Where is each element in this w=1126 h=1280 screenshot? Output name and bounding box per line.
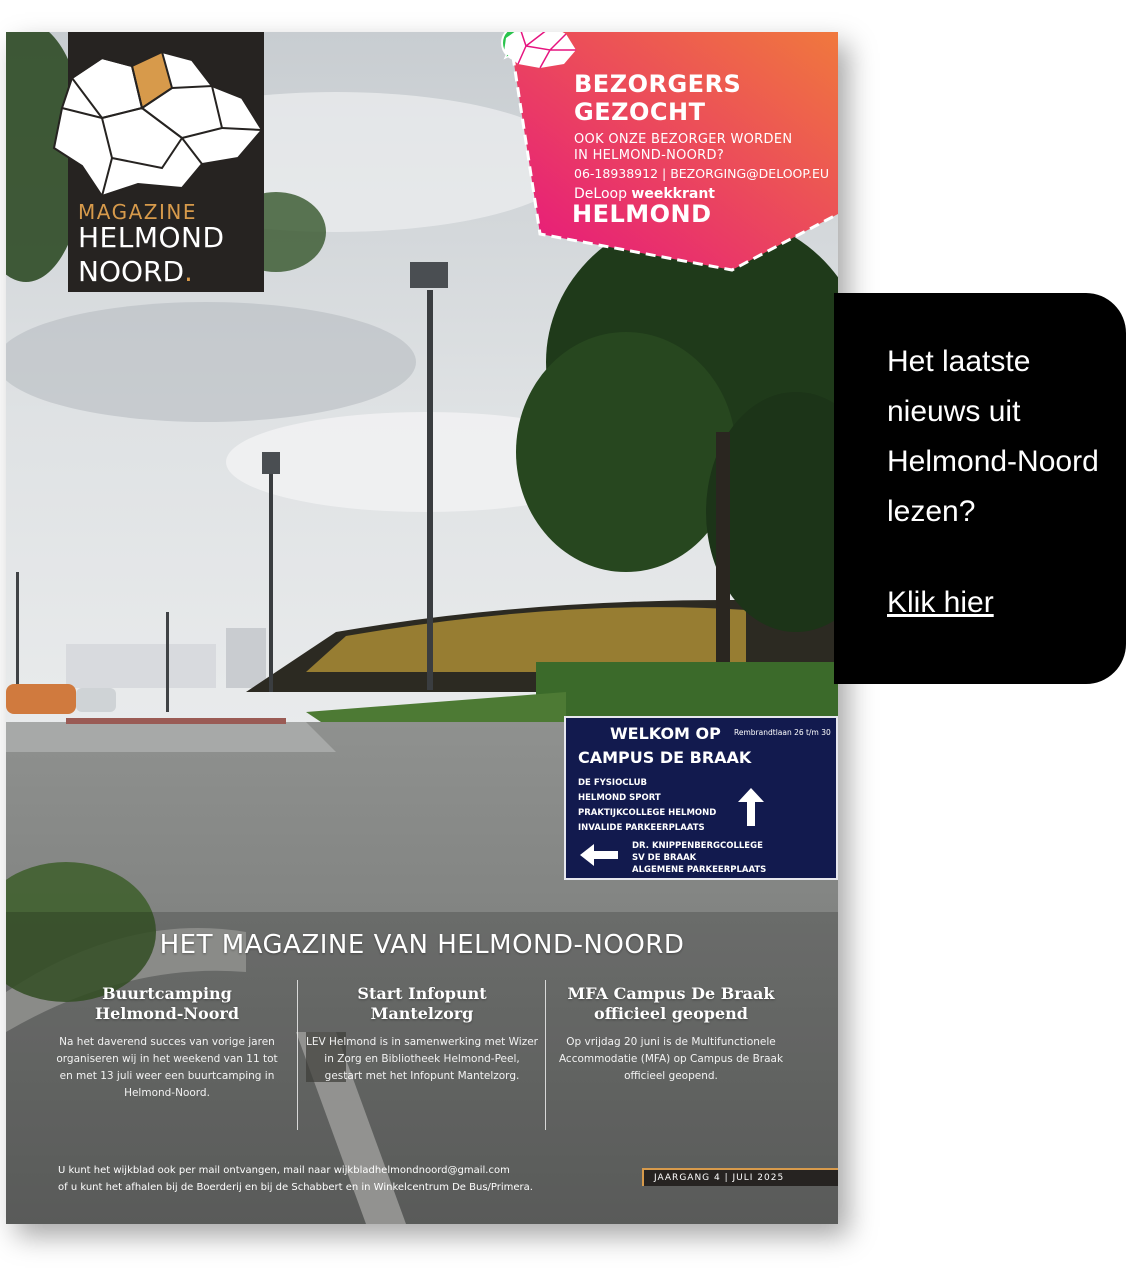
sign-item: DR. KNIPPENBERGCOLLEGE bbox=[632, 841, 763, 851]
article-buurtcamping[interactable] bbox=[51, 984, 283, 1102]
banner-brand-big: HELMOND bbox=[572, 200, 712, 228]
delivery-recruitment-banner[interactable] bbox=[500, 32, 838, 274]
banner-map-icon bbox=[500, 32, 580, 70]
sign-item: HELMOND SPORT bbox=[578, 793, 661, 803]
article-mfa-campus[interactable] bbox=[555, 984, 787, 1085]
article-text: Na het daverend succes van vorige jaren organiseren wij in het weekend van 11 tot en met 13 juli weer een buurtcamping in Helmond-Noord. bbox=[56, 1036, 278, 1099]
sign-item: DE FYSIOCLUB bbox=[578, 778, 648, 788]
sign-left-list bbox=[632, 840, 766, 876]
sign-title-line1: WELKOM OP bbox=[610, 724, 721, 743]
article-divider bbox=[297, 980, 298, 1130]
cover-heading: HET MAGAZINE VAN HELMOND-NOORD bbox=[159, 930, 685, 960]
sign-address: Rembrandtlaan 26 t/m 30 bbox=[734, 728, 831, 737]
article-text: Op vrijdag 20 juni is de Multifunctionele Accommodatie (MFA) op Campus de Braak officieel geopend. bbox=[558, 1036, 784, 1082]
sign-item: SV DE BRAAK bbox=[632, 853, 697, 863]
arrow-up-icon bbox=[736, 786, 766, 828]
footer-line: U kunt het wijkblad ook per mail ontvangen, mail naar wijkbladhelmondnoord@gmail.com bbox=[58, 1165, 510, 1176]
edition-badge: JAARGANG 4 | JULI 2025 bbox=[642, 1168, 838, 1186]
article-title: Buurtcamping Helmond-Noord bbox=[94, 984, 240, 1023]
click-here-link[interactable]: Klik hier bbox=[887, 586, 994, 619]
logo-helmond-label: HELMOND bbox=[78, 221, 225, 254]
magazine-logo[interactable] bbox=[68, 32, 264, 292]
banner-subtitle-line1: OOK ONZE BEZORGER WORDEN bbox=[574, 132, 793, 147]
banner-subtitle-line2: IN HELMOND-NOORD? bbox=[574, 148, 725, 163]
callout-text: Het laatste nieuws uit Helmond-Noord lezen? bbox=[887, 345, 1099, 528]
cover-footer-note bbox=[58, 1162, 533, 1196]
banner-brand-small: DeLoop weekkrant bbox=[574, 186, 715, 202]
magazine-cover bbox=[6, 32, 838, 1224]
sign-straight-list bbox=[578, 776, 716, 836]
article-text: LEV Helmond is in samenwerking met Wizer in Zorg en Bibliotheek Helmond-Peel, gestart met het Infopunt Mantelzorg. bbox=[306, 1036, 538, 1082]
read-news-callout bbox=[834, 293, 1126, 684]
banner-title-line2: GEZOCHT bbox=[574, 98, 706, 126]
footer-line: of u kunt het afhalen bij de Boerderij en bij de Schabbert en in Winkelcentrum De Bus/Primera. bbox=[58, 1182, 533, 1193]
sign-item: PRAKTIJKCOLLEGE HELMOND bbox=[578, 808, 717, 818]
banner-contact[interactable]: 06-18938912 | BEZORGING@DELOOP.EU bbox=[574, 166, 829, 181]
district-map-icon bbox=[42, 38, 272, 208]
arrow-left-icon bbox=[578, 842, 620, 868]
campus-sign bbox=[564, 716, 838, 880]
article-infopunt-mantelzorg[interactable] bbox=[306, 984, 538, 1085]
sign-item: INVALIDE PARKEERPLAATS bbox=[578, 823, 705, 833]
banner-title-line1: BEZORGERS bbox=[574, 70, 742, 98]
logo-noord-label: NOORD. bbox=[78, 255, 193, 288]
article-divider bbox=[545, 980, 546, 1130]
article-title: Start Infopunt Mantelzorg bbox=[357, 984, 487, 1023]
article-title: MFA Campus De Braak officieel geopend bbox=[567, 984, 775, 1023]
sign-title-line2: CAMPUS DE BRAAK bbox=[578, 748, 752, 767]
logo-magazine-label: MAGAZINE bbox=[78, 200, 197, 224]
sign-item: ALGEMENE PARKEERPLAATS bbox=[632, 865, 767, 875]
